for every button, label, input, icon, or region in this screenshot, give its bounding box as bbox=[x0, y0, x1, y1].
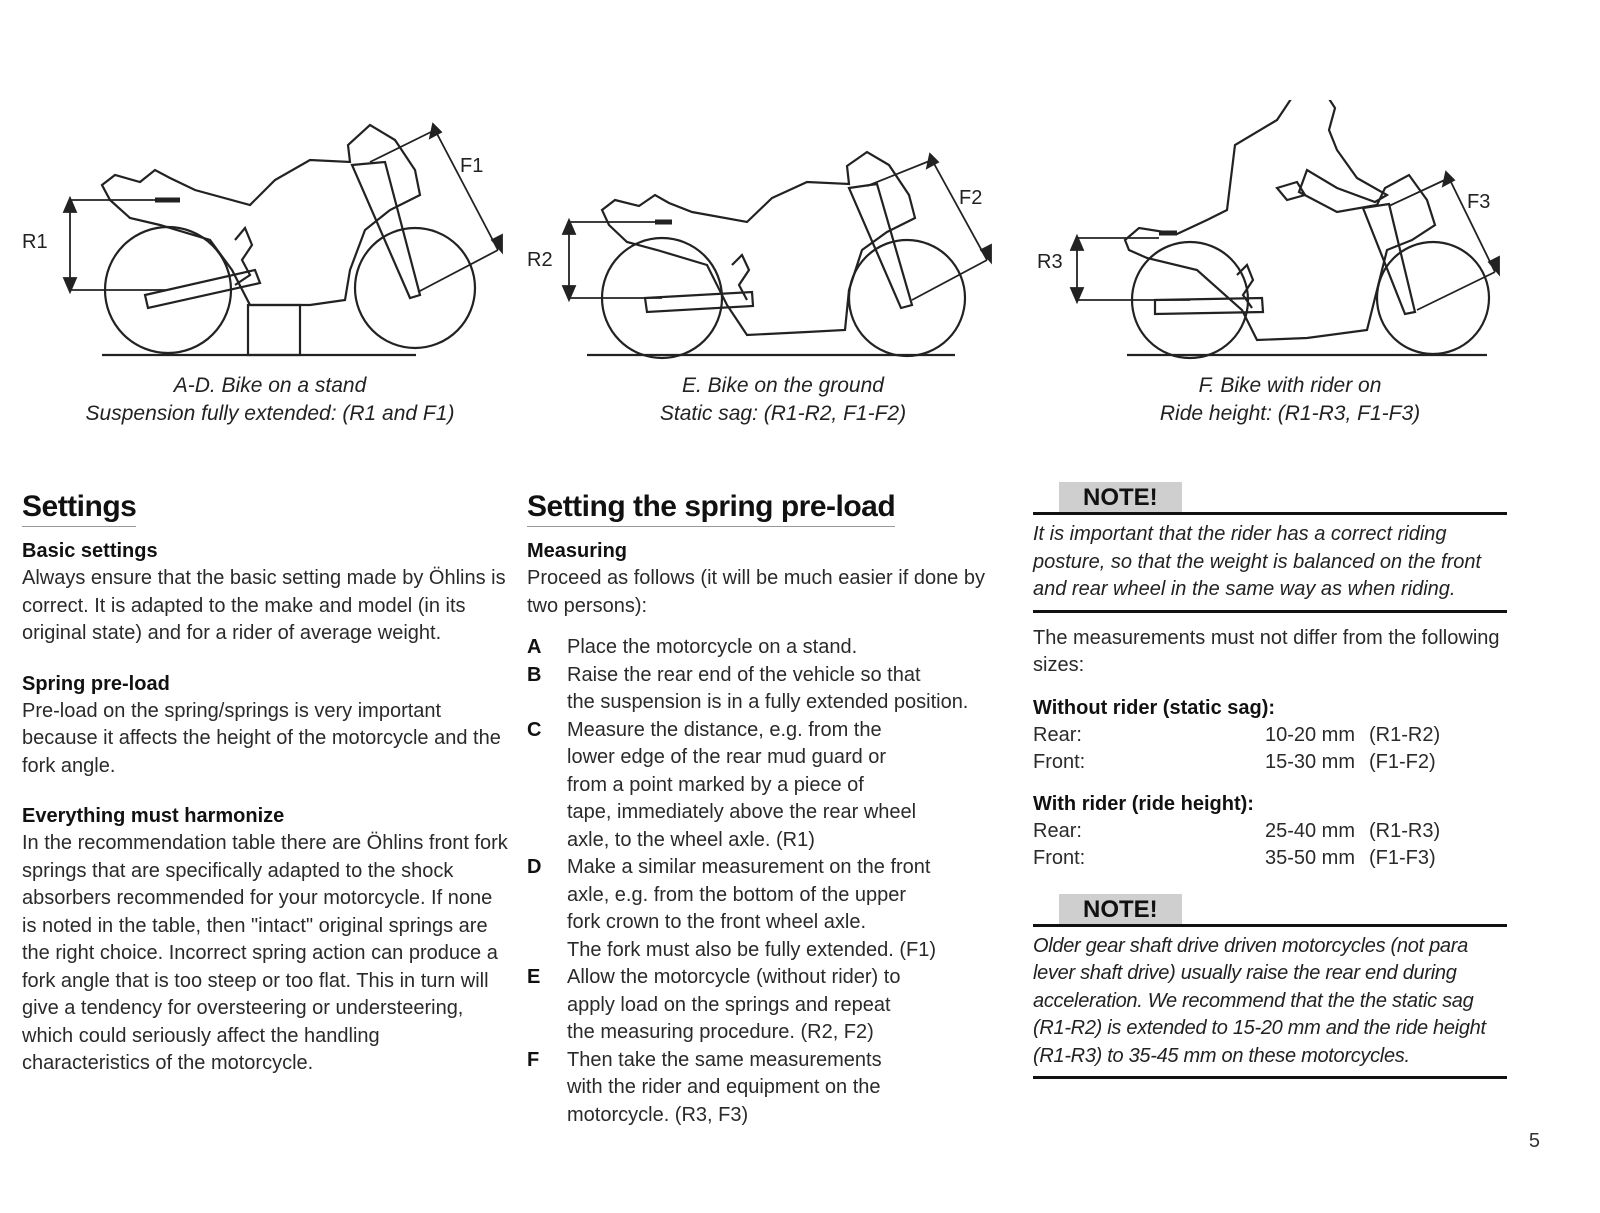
label-f3: F3 bbox=[1467, 191, 1491, 213]
harmonize-text: In the recommendation table there are Öhlins front fork springs that are specifically adapted to the shock absorbers recommended for your motorcycle. If none is noted in the table, then "intact" original springs are the right choice. Incorrect spring action can produce a fork angle that is too steep or too flat. This in turn will give a tendency for oversteering or understeering, which could seriously affect the handling characteristics of the motorcycle. bbox=[22, 832, 508, 1074]
step-item bbox=[527, 964, 1007, 1047]
step-letter: F bbox=[527, 1048, 540, 1071]
label-r2: R2 bbox=[527, 249, 553, 271]
label-f1: F1 bbox=[460, 155, 484, 177]
step-list bbox=[527, 634, 1007, 1129]
figure-caption-ground bbox=[543, 372, 1023, 428]
measuring-heading: Measuring bbox=[527, 540, 628, 562]
row-value: 35-50 mm bbox=[1264, 846, 1355, 869]
row-value: 25-40 mm bbox=[1264, 819, 1355, 842]
step-text: Measure the distance, e.g. from the lower edge of the rear mud guard or from a point marked by a piece of tape, immediately above the rear wheel axle, to the wheel axle. (R1) bbox=[567, 718, 917, 851]
step-letter: D bbox=[527, 856, 542, 878]
label-r1: R1 bbox=[22, 231, 48, 253]
step-item bbox=[527, 1047, 1007, 1130]
caption-line-2: Static sag: (R1-R2, F1-F2) bbox=[659, 402, 907, 425]
caption-line-1: E. Bike on the ground bbox=[682, 374, 884, 397]
with-rider-table bbox=[1033, 818, 1507, 872]
basic-settings-heading: Basic settings bbox=[22, 540, 158, 562]
row-code: (R1-R3) bbox=[1369, 819, 1441, 842]
figure-caption-rider bbox=[1050, 372, 1530, 428]
note-heading-2: NOTE! bbox=[1059, 894, 1182, 924]
note-heading: NOTE! bbox=[1059, 482, 1182, 512]
basic-settings-text: Always ensure that the basic setting made by Öhlins is correct. It is adapted to the make and model (in its original state) and for a rider of average weight. bbox=[22, 567, 506, 644]
row-label: Rear: bbox=[1033, 819, 1082, 842]
step-item bbox=[527, 854, 1007, 964]
step-item bbox=[527, 717, 1007, 855]
figure-bike-on-stand bbox=[20, 100, 520, 370]
step-letter: B bbox=[527, 663, 542, 686]
caption-line-1: F. Bike with rider on bbox=[1198, 374, 1382, 397]
step-letter: E bbox=[527, 966, 541, 988]
note-text: It is important that the rider has a correct riding posture, so that the weight is balanced on the front and rear wheel in the same way as when riding. bbox=[1033, 523, 1482, 600]
page-number: 5 bbox=[1528, 1130, 1540, 1152]
step-letter: A bbox=[527, 636, 542, 658]
settings-column bbox=[22, 490, 512, 1078]
row-label: Front: bbox=[1033, 846, 1086, 869]
bike-on-ground-illustration bbox=[527, 100, 1027, 370]
label-r3: R3 bbox=[1037, 251, 1063, 273]
figure-bike-with-rider bbox=[1037, 100, 1557, 370]
step-text: Allow the motorcycle (without rider) to apply load on the springs and repeat the measuring procedure. (R2, F2) bbox=[567, 966, 901, 1043]
caption-line-2: Ride height: (R1-R3, F1-F3) bbox=[1159, 402, 1421, 425]
measurements-intro: The measurements must not differ from the following sizes: bbox=[1033, 626, 1500, 676]
settings-heading: Settings bbox=[22, 490, 136, 527]
row-label: Rear: bbox=[1033, 723, 1082, 746]
row-value: 10-20 mm bbox=[1264, 723, 1355, 746]
bike-with-rider-illustration bbox=[1037, 100, 1557, 370]
figure-bike-on-ground bbox=[527, 100, 1027, 370]
note-text-2: Older gear shaft drive driven motorcycles (not para lever shaft drive) usually raise the rear end during acceleration. We recommend that the the static sag (R1-R2) is extended to 15-20 mm and the ride height (R1-R3) to 35-45 mm on these motorcycles. bbox=[1033, 934, 1486, 1067]
without-rider-table bbox=[1033, 722, 1507, 776]
note-rule-bottom-2 bbox=[1033, 1076, 1507, 1079]
step-text: Place the motorcycle on a stand. bbox=[567, 636, 858, 658]
spring-preload-text: Pre-load on the spring/springs is very important because it affects the height of the motorcycle and the fork angle. bbox=[22, 699, 501, 777]
caption-line-1: A-D. Bike on a stand bbox=[173, 374, 367, 397]
row-code: (F1-F3) bbox=[1369, 846, 1436, 869]
label-f2: F2 bbox=[959, 187, 983, 209]
row-label: Front: bbox=[1033, 750, 1086, 773]
row-value: 15-30 mm bbox=[1264, 750, 1355, 773]
spring-preload-heading: Spring pre-load bbox=[22, 672, 170, 695]
with-rider-heading: With rider (ride height): bbox=[1033, 792, 1254, 815]
measuring-intro: Proceed as follows (it will be much easier if done by two persons): bbox=[527, 567, 985, 617]
harmonize-heading: Everything must harmonize bbox=[22, 805, 285, 827]
step-letter: C bbox=[527, 718, 542, 741]
bike-on-stand-illustration bbox=[20, 100, 520, 370]
note-rule-bottom bbox=[1033, 610, 1507, 613]
step-item bbox=[527, 634, 1007, 662]
notes-column bbox=[1033, 482, 1507, 1079]
preload-column bbox=[527, 490, 1007, 1129]
caption-line-2: Suspension fully extended: (R1 and F1) bbox=[85, 402, 455, 425]
figure-caption-stand bbox=[40, 372, 500, 428]
step-item bbox=[527, 662, 1007, 717]
step-text: Raise the rear end of the vehicle so that the suspension is in a fully extended position. bbox=[567, 663, 969, 713]
preload-heading: Setting the spring pre-load bbox=[527, 490, 895, 527]
row-code: (R1-R2) bbox=[1369, 723, 1441, 746]
step-text: Make a similar measurement on the front axle, e.g. from the bottom of the upper fork crown to the front wheel axle. The fork must also be fully extended. (F1) bbox=[567, 856, 937, 961]
without-rider-heading: Without rider (static sag): bbox=[1033, 696, 1276, 719]
step-text: Then take the same measurements with the rider and equipment on the motorcycle. (R3, F3) bbox=[567, 1048, 882, 1126]
row-code: (F1-F2) bbox=[1369, 750, 1436, 773]
